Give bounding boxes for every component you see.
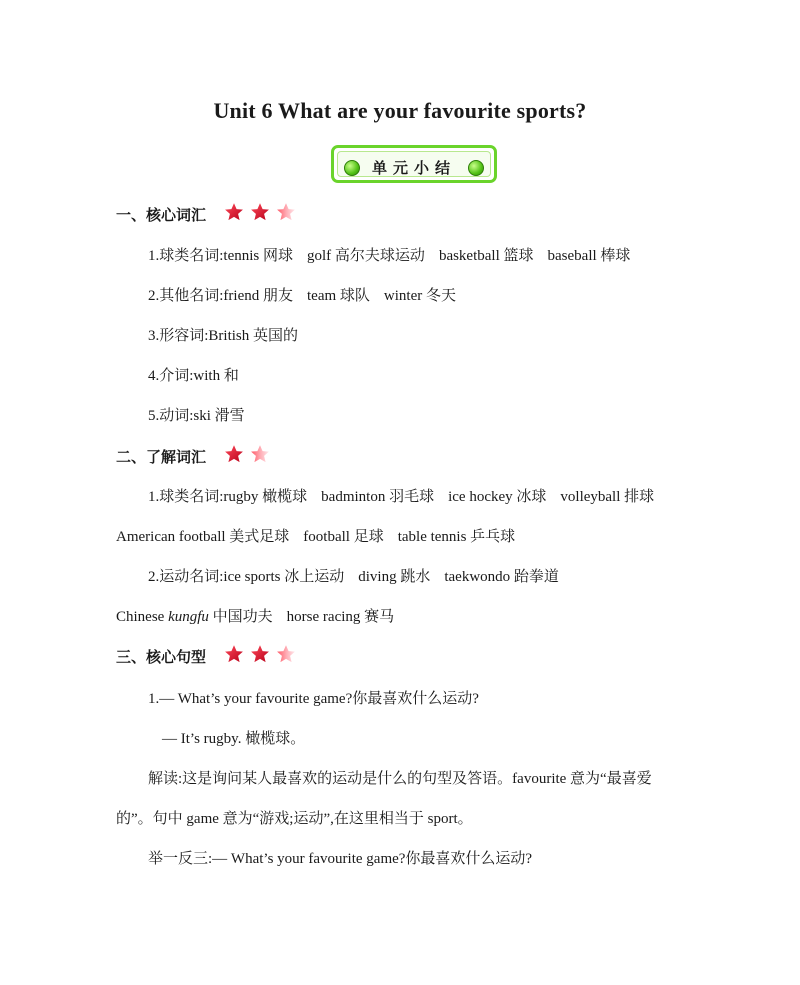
green-dot-icon	[468, 160, 484, 176]
importance-stars	[224, 444, 272, 466]
line-prefix: 2.运动名词:	[148, 569, 224, 585]
section-heading-core-sentences: 三、核心句型	[116, 648, 207, 666]
vocab-item: American football 美式足球	[116, 529, 290, 545]
section-heading-extended-vocabulary: 二、了解词汇	[116, 448, 207, 466]
vocab-item: football 足球	[303, 529, 384, 545]
explanation-line: 的”。句中 game 意为“游戏;运动”,在这里相当于 sport。	[116, 811, 473, 827]
vocab-item: horse racing 赛马	[286, 609, 395, 625]
badge-label: 单元小结	[371, 159, 456, 177]
line-prefix: 5.动词:	[148, 408, 194, 424]
vocab-item: with 和	[193, 368, 239, 384]
vocab-item-prefix: Chinese	[116, 609, 169, 625]
vocab-line	[148, 487, 654, 507]
vocab-item: basketball 篮球	[438, 248, 534, 264]
sentence-question: 1.— What’s your favourite game?你最喜欢什么运动?	[148, 691, 479, 707]
vocab-item: ice hockey 冰球	[448, 489, 547, 505]
vocab-item: winter 冬天	[383, 288, 456, 304]
star-full-icon	[224, 644, 244, 664]
vocab-item: British 英国的	[208, 328, 299, 344]
vocab-line	[148, 567, 559, 587]
star-faded-icon	[276, 644, 296, 664]
vocab-line	[148, 406, 245, 426]
vocab-item-suffix: 中国功夫	[208, 609, 273, 625]
star-faded-icon	[276, 202, 296, 222]
vocab-item: tennis 网球	[223, 248, 294, 264]
vocab-line	[148, 366, 239, 386]
star-full-icon	[250, 202, 270, 222]
vocab-item: rugby 橄榄球	[223, 489, 308, 505]
page-title: Unit 6 What are your favourite sports?	[213, 98, 587, 123]
vocab-item: ski 滑雪	[193, 408, 245, 424]
vocab-line	[148, 286, 456, 306]
vocab-item: taekwondo 跆拳道	[444, 569, 559, 585]
vocab-line	[116, 607, 394, 627]
example-line: 举一反三:— What’s your favourite game?你最喜欢什么运动?	[148, 851, 533, 867]
explanation-line: 解读:这是询问某人最喜欢的运动是什么的句型及答语。favourite 意为“最喜爱	[148, 771, 652, 787]
star-full-icon	[224, 202, 244, 222]
sentence-answer: — It’s rugby. 橄榄球。	[162, 731, 306, 747]
vocab-line	[148, 326, 298, 346]
vocab-item: friend 朋友	[223, 288, 293, 304]
vocab-item: badminton 羽毛球	[321, 489, 435, 505]
unit-summary-badge	[331, 145, 497, 183]
vocab-line	[148, 246, 630, 266]
section-heading-core-vocabulary: 一、核心词汇	[116, 206, 207, 224]
importance-stars	[224, 202, 298, 224]
vocab-item: ice sports 冰上运动	[223, 569, 345, 585]
vocab-item-italic: kungfu	[168, 609, 209, 625]
vocab-item: table tennis 乒乓球	[397, 529, 516, 545]
star-full-icon	[250, 644, 270, 664]
vocab-line	[116, 527, 515, 547]
vocab-item: volleyball 排球	[560, 489, 655, 505]
star-faded-icon	[250, 444, 270, 464]
importance-stars	[224, 644, 298, 666]
vocab-item: baseball 棒球	[547, 248, 631, 264]
vocab-item: diving 跳水	[358, 569, 431, 585]
line-prefix: 1.球类名词:	[148, 248, 224, 264]
line-prefix: 4.介词:	[148, 368, 194, 384]
star-full-icon	[224, 444, 244, 464]
vocab-item: golf 高尔夫球运动	[307, 248, 425, 264]
line-prefix: 1.球类名词:	[148, 489, 224, 505]
green-dot-icon	[344, 160, 360, 176]
line-prefix: 3.形容词:	[148, 328, 209, 344]
vocab-item: team 球队	[307, 288, 370, 304]
line-prefix: 2.其他名词:	[148, 288, 224, 304]
